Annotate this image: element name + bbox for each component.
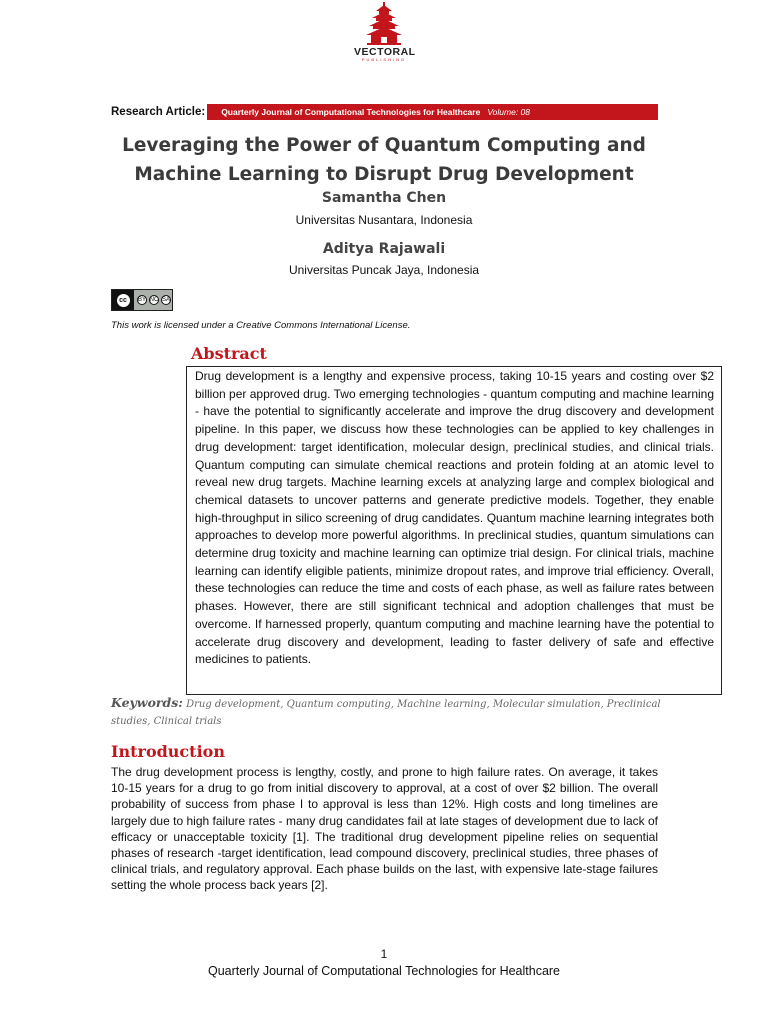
- publisher-tagline: PUBLISHING: [361, 57, 407, 62]
- keywords-label: Keywords:: [111, 695, 183, 710]
- author-affiliation: Universitas Puncak Jaya, Indonesia: [288, 263, 480, 277]
- pagoda-logo-icon: [364, 2, 404, 46]
- page-number: 1: [380, 947, 388, 961]
- banner-volume: Volume: 08: [487, 107, 531, 117]
- cc-icon: cc: [117, 294, 130, 307]
- author-name: Samantha Chen: [321, 190, 447, 206]
- author-name: Aditya Rajawali: [322, 241, 446, 257]
- keywords-text: Drug development, Quantum computing, Machine learning, Molecular simulation, Preclinical studies, Clinical trials: [111, 699, 661, 727]
- title-line-2: Machine Learning to Disrupt Drug Development: [134, 164, 634, 185]
- license-conditions: [137, 295, 171, 305]
- keywords: [111, 694, 661, 730]
- article-type-label: Research Article:: [111, 106, 206, 118]
- noncommercial-icon: NC: [149, 297, 159, 303]
- publisher-logo: [354, 2, 414, 62]
- license-note: This work is licensed under a Creative Commons International License.: [111, 320, 411, 331]
- abstract-text: Drug development is a lengthy and expensive process, taking 10-15 years and costing over $2 billion per approved drug. Two emerging technologies - quantum computing and machine learning - have the potential to significantly accelerate and improve the drug discovery and development pipeline. In this paper, we discuss how these technologies can be applied to key challenges in drug development: target identification, molecular design, preclinical studies, and clinical trials. Quantum computing can simulate chemical reactions and protein folding at an atomic level to reveal new drug targets. Machine learning excels at analyzing large and complex biological and chemical datasets to uncover patterns and generate predictive models. Together, they enable high-throughput in silico screening of drug candidates. Quantum machine learning integrates both approaches to develop more powerful algorithms. In preclinical studies, quantum simulations can determine drug toxicity and machine learning can optimize trial design. For clinical trials, machine learning can identify eligible patients, minimize dropout rates, and improve trial efficiency. Overall, these technologies can reduce the time and costs of each phase, as well as failure rates between phases. However, there are still significant technical and adoption challenges that must be overcome. If harnessed properly, quantum computing and machine learning have the potential to accelerate drug discovery and development, leading to faster delivery of safe and effective medicines to patients.: [195, 369, 714, 667]
- footer-journal: Quarterly Journal of Computational Technologies for Healthcare: [207, 964, 561, 978]
- title-line-1: Leveraging the Power of Quantum Computing and: [122, 135, 646, 156]
- banner-journal-name: Quarterly Journal of Computational Technologies for Healthcare: [221, 107, 481, 117]
- creative-commons-badge[interactable]: [111, 289, 173, 311]
- abstract-box: [186, 366, 722, 695]
- introduction-text: The drug development process is lengthy, costly, and prone to high failure rates. On average, it takes 10-15 years for a drug to go from initial discovery to approval, at a cost of over $2 billion. The overall probability of success from phase I to approval is less than 12%. High costs and long timelines are largely due to high failure rates - many drug candidates fail at late stages of development due to lack of efficacy or unacceptable toxicity [1]. The traditional drug development pipeline relies on sequential phases of research -target identification, lead compound discovery, preclinical studies, three phases of clinical trials, and regulatory approval. Each phase builds on the last, with expensive late-stage failures setting the whole process back years [2].: [111, 765, 658, 893]
- sharealike-icon: SA: [162, 297, 171, 303]
- introduction-heading: Introduction: [111, 742, 225, 761]
- paper-title: [100, 131, 668, 189]
- cc-logo-block: [112, 290, 134, 310]
- publisher-name: VECTORAL: [354, 46, 416, 58]
- abstract-heading: Abstract: [191, 344, 267, 363]
- author-affiliation: Universitas Nusantara, Indonesia: [295, 213, 473, 227]
- article-banner: [110, 104, 658, 120]
- attribution-icon: BY: [138, 297, 147, 303]
